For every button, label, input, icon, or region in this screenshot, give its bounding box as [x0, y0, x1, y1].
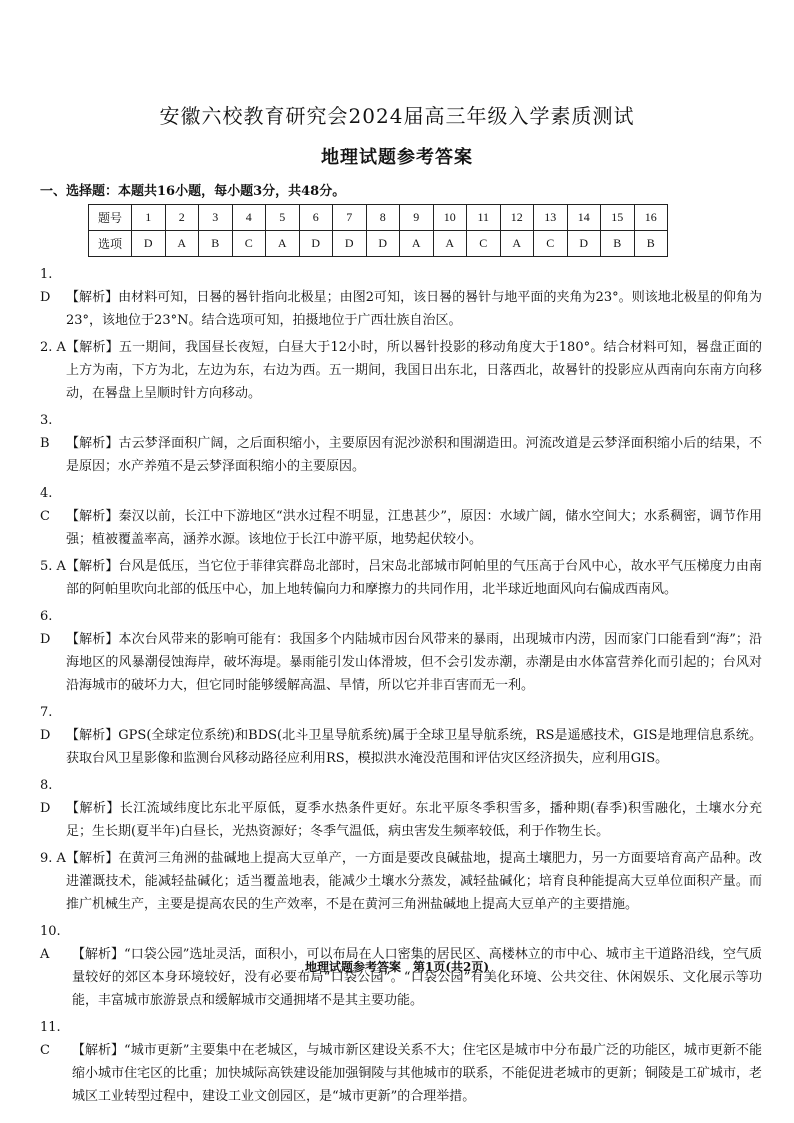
item-label: 5. A [40, 559, 66, 574]
answer-table [88, 204, 668, 257]
item-label: 7. D [40, 705, 53, 743]
item-label: 8. D [40, 778, 53, 816]
row-label-number: 题号 [89, 205, 132, 231]
document-title: 安徽六校教育研究会2024届高三年级入学素质测试 [159, 104, 635, 128]
item-explanation: 【解析】由材料可知，日晷的晷针指向北极星；由图2可知，该日晷的晷针与地平面的夹角为23°。则该地北极星的仰角为23°，该地位于23°N。结合选项可知，拍摄地位于广西壮族自治区。 [66, 290, 762, 328]
answer-table-option-row [89, 231, 668, 257]
item-label: 1. D [40, 267, 53, 305]
item-explanation: 【解析】在黄河三角洲的盐碱地上提高大豆单产，一方面是要改良碱盐地，提高土壤肥力，另一方面要培育高产品种。改进灌溉技术，能减轻盐碱化；适当覆盖地表，能减少土壤水分蒸发，减轻盐碱化；培育良种能提高大豆单位面积产量。而推广机械生产，主要是提高农民的生产效率，不是在黄河三角洲盐碱地上提高大豆单产的主要措施。 [66, 851, 762, 912]
answer-option: C [232, 231, 266, 257]
answer-option: B [634, 231, 668, 257]
list-item [40, 847, 762, 916]
list-item [40, 555, 762, 601]
item-label: 2. A [40, 340, 66, 355]
question-number: 15 [601, 205, 635, 231]
answer-option: D [567, 231, 601, 257]
item-explanation: 【解析】台风是低压，当它位于菲律宾群岛北部时，吕宋岛北部城市阿帕里的气压高于台风中心，故水平气压梯度力由南部的阿帕里吹向北部的低压中心，加上地转偏向力和摩擦力的共同作用，北半球近地面风向右偏成西南风。 [66, 559, 762, 597]
answer-option: D [366, 231, 400, 257]
answer-option: C [534, 231, 568, 257]
question-number: 16 [634, 205, 668, 231]
item-label: 4. C [40, 486, 53, 524]
question-number: 13 [534, 205, 568, 231]
item-label: 11. C [40, 1020, 61, 1058]
page-footer: 地理试题参考答案 第1页(共2页) [304, 960, 490, 974]
list-item [40, 701, 762, 770]
answer-option: A [500, 231, 534, 257]
list-item [40, 1016, 762, 1108]
item-explanation: 【解析】GPS(全球定位系统)和BDS(北斗卫星导航系统)属于全球卫星导航系统，RS是遥感技术，GIS是地理信息系统。获取台风卫星影像和监测台风移动路径应利用RS，模拟洪水淹没范围和评估灾区经济损失，应利用GIS。 [66, 728, 762, 766]
answer-option: A [400, 231, 434, 257]
document-subtitle: 地理试题参考答案 [321, 147, 473, 168]
question-number: 12 [500, 205, 534, 231]
item-explanation: 【解析】五一期间，我国昼长夜短，白昼大于12小时，所以晷针投影的移动角度大于180°。结合材料可知，晷盘正面的上方为南，下方为北，左边为东，右边为西。五一期间，我国日出东北，日落西北，故晷针的投影应从西南向东南方向移动，在晷盘上呈顺时针方向移动。 [66, 340, 762, 401]
answer-option: B [199, 231, 233, 257]
question-number: 1 [132, 205, 166, 231]
question-number: 9 [400, 205, 434, 231]
item-explanation: 【解析】古云梦泽面积广阔，之后面积缩小，主要原因有泥沙淤积和围湖造田。河流改道是云梦泽面积缩小后的结果，不是原因；水产养殖不是云梦泽面积缩小的主要原因。 [66, 436, 762, 474]
answer-option: C [467, 231, 501, 257]
list-item [40, 263, 762, 332]
question-number: 4 [232, 205, 266, 231]
answer-option: A [266, 231, 300, 257]
item-explanation: 【解析】“口袋公园”选址灵活，面积小，可以布局在人口密集的居民区、高楼林立的市中心、城市主干道路沿线，空气质量较好的郊区本身环境较好，没有必要布局“口袋公园”。“口袋公园”有美化环境、公共交往、休闲娱乐、文化展示等功能，丰富城市旅游景点和缓解城市交通拥堵不是其主要功能。 [72, 947, 762, 1008]
item-label: 3. B [40, 413, 53, 451]
question-number: 11 [467, 205, 501, 231]
answer-option: A [433, 231, 467, 257]
question-number: 14 [567, 205, 601, 231]
question-number: 10 [433, 205, 467, 231]
question-number: 3 [199, 205, 233, 231]
answer-option: A [165, 231, 199, 257]
item-explanation: 【解析】秦汉以前，长江中下游地区“洪水过程不明显，江患甚少”，原因：水域广阔，储水空间大；水系稠密，调节作用强；植被覆盖率高，涵养水源。该地位于长江中游平原，地势起伏较小。 [66, 509, 762, 547]
item-explanation: 【解析】长江流域纬度比东北平原低，夏季水热条件更好。东北平原冬季积雪多，播种期(春季)积雪融化，土壤水分充足；生长期(夏半年)白昼长，光热资源好；冬季气温低，病虫害发生频率较低，利于作物生长。 [66, 801, 762, 839]
answer-option: D [132, 231, 166, 257]
question-number: 7 [333, 205, 367, 231]
answer-option: B [601, 231, 635, 257]
item-label: 9. A [40, 851, 66, 866]
row-label-option: 选项 [89, 231, 132, 257]
item-label: 10. A [40, 924, 61, 962]
explanation-list [40, 263, 762, 1112]
question-number: 5 [266, 205, 300, 231]
list-item [40, 409, 762, 478]
list-item [40, 774, 762, 843]
item-label: 6. D [40, 609, 53, 647]
section-heading: 一、选择题：本题共16小题，每小题3分，共48分。 [40, 184, 346, 199]
question-number: 2 [165, 205, 199, 231]
list-item [40, 482, 762, 551]
item-explanation: 【解析】本次台风带来的影响可能有：我国多个内陆城市因台风带来的暴雨，出现城市内涝，因而家门口能看到“海”；沿海地区的风暴潮侵蚀海岸，破坏海堤。暴雨能引发山体滑坡，但不会引发赤潮，赤潮是由水体富营养化而引起的；台风对沿海城市的破坏力大，但它同时能够缓解高温、旱情，所以它并非百害而无一利。 [66, 632, 762, 693]
question-number: 6 [299, 205, 333, 231]
answer-option: D [333, 231, 367, 257]
answer-option: D [299, 231, 333, 257]
list-item [40, 605, 762, 697]
question-number: 8 [366, 205, 400, 231]
answer-table-number-row [89, 205, 668, 231]
list-item [40, 336, 762, 405]
item-explanation: 【解析】“城市更新”主要集中在老城区，与城市新区建设关系不大；住宅区是城市中分布最广泛的功能区，城市更新不能缩小城市住宅区的比重；加快城际高铁建设能加强铜陵与其他城市的联系，不能促进老城市的更新；铜陵是工矿城市，老城区工业转型过程中，建设工业文创园区，是“城市更新”的合理举措。 [72, 1043, 762, 1104]
